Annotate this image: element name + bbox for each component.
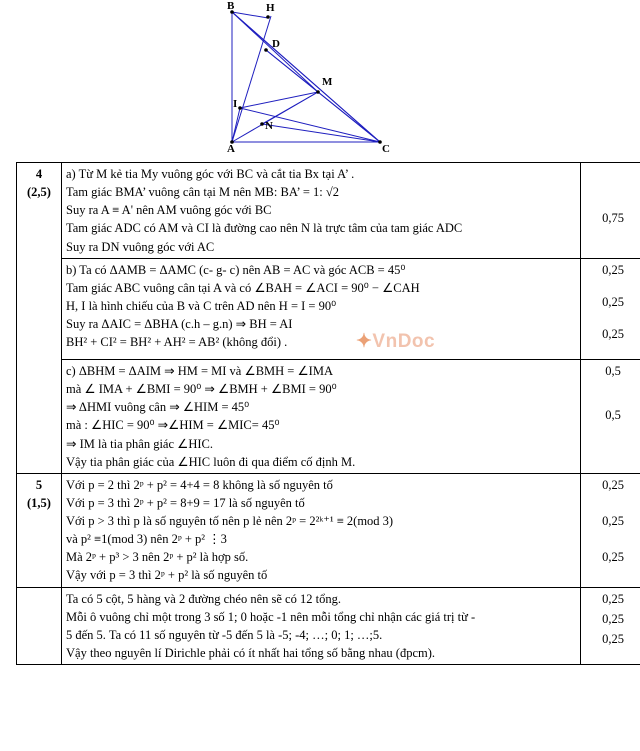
answer-line: b) Ta có ΔAMB = ΔAMC (c- g- c) nên AB = AC và góc ACB = 45⁰ [66,262,406,277]
score-value: 0,25 [602,326,624,341]
answer-line: mà ∠ IMA + ∠BMI = 90⁰ ⇒ ∠BMH + ∠BMI = 90⁰ [66,382,337,397]
figure-point-label-H: H [266,2,275,14]
answer-line: ⇒ ΔHMI vuông cân ⇒ ∠HIM = 45⁰ [66,400,250,415]
answer-line: ⇒ IM là tia phân giác ∠HIC. [66,436,213,451]
score-value: 0,25 [602,513,624,528]
table-row [17,360,640,474]
question-number-cell [17,473,62,587]
question-number: 5 [35,477,43,492]
answer-line: BH² + CI² = BH² + AH² = AB² (không đổi) . [66,335,288,350]
score-value: 0,25 [602,631,624,646]
score-value: 0,25 [602,294,624,309]
score-cell-4c [581,360,640,474]
answer-line: Vậy tia phân giác của ∠HIC luôn đi qua điểm cố định M. [66,454,356,469]
watermark-text: VnDoc [372,331,436,352]
answer-body-4c [62,360,581,474]
question-number-cell [17,163,62,474]
answer-line: Suy ra ΔAIC = ΔBHA (c.h – g.n) ⇒ BH = AI [66,317,293,331]
answer-line: Suy ra DN vuông góc với AC [66,239,215,254]
score-value: 0,5 [605,408,621,423]
answer-body-6 [62,587,581,665]
marking-scheme-table [16,162,640,665]
figure-point-label-D: D [272,38,280,50]
score-cell-4b [581,258,640,359]
score-value: 0,5 [605,364,621,378]
figure-point-label-A: A [227,143,235,155]
answer-line: Mà 2ᵖ + p³ > 3 nên 2ᵖ + p² là hợp số. [66,550,249,565]
answer-line: Tam giác ADC có AM và CI là đường cao nên N là trực tâm của tam giác ADC [66,221,463,236]
figure-point-label-I: I [233,98,238,110]
answer-line: Với p > 3 thì p là số nguyên tố nên p lẻ nên 2ᵖ = 2²ᵏ⁺¹ ≡ 2(mod 3) [66,514,394,528]
answer-line: và p² ≡1(mod 3) nên 2ᵖ + p² ⋮3 [66,532,227,547]
question-number: 4 [35,167,43,181]
answer-line: Với p = 3 thì 2ᵖ + p² = 8+9 = 17 là số nguyên tố [66,495,305,510]
answer-body-4b [62,258,581,359]
answer-body-5 [62,473,581,587]
answer-line: H, I là hình chiếu của B và C trên AD nên H = I = 90⁰ [66,298,337,313]
score-cell-5 [581,473,640,587]
figure-point-label-C: C [382,143,390,155]
answer-line: Tam giác ABC vuông cân tại A và có ∠BAH = ∠ACI = 90⁰ − ∠CAH [66,280,420,295]
answer-line: Suy ra A ≡ A' nên AM vuông góc với BC [66,203,272,218]
answer-line: Mỗi ô vuông chỉ một trong 3 số 1; 0 hoặc -1 nên mỗi tổng chỉ nhận các giá trị từ - [66,609,476,624]
score-value: 0,25 [602,477,624,492]
question-total-score: (2,5) [27,185,51,200]
score-value: 0,25 [602,611,624,626]
geometry-figure [0,0,640,162]
watermark-dot: ✦ [356,331,373,352]
question-number-cell-empty [17,587,62,665]
answer-line: Vậy theo nguyên lí Dirichle phải có ít nhất hai tổng số bằng nhau (đpcm). [66,645,436,660]
score-value: 0,25 [602,591,624,606]
score-cell-4a [581,163,640,259]
question-total-score: (1,5) [27,495,51,510]
table-row [17,163,640,259]
figure-point-label-B: B [227,0,235,12]
geometry-figure-svg [0,0,640,162]
table-row [17,587,640,665]
answer-line: Ta có 5 cột, 5 hàng và 2 đường chéo nên sẽ có 12 tổng. [66,591,341,606]
answer-line: c) ΔBHM = ΔAIM ⇒ HM = MI và ∠BMH = ∠IMA [66,364,333,378]
table-row [17,473,640,587]
table-row [17,258,640,359]
figure-point-label-N: N [265,120,273,132]
answer-line: Tam giác BMA’ vuông cân tại M nên MB: BA’ = 1: √2 [66,185,339,200]
answer-line: Vậy với p = 3 thì 2ᵖ + p² là số nguyên tố [66,568,268,583]
answer-line: Với p = 2 thì 2ᵖ + p² = 4+4 = 8 không là số nguyên tố [66,477,333,492]
answer-line: a) Từ M kẻ tia My vuông góc với BC và cắt tia Bx tại A’ . [66,167,355,181]
answer-body-4a [62,163,581,259]
score-value: 0,75 [602,211,624,225]
score-value: 0,25 [602,262,624,277]
answer-line: mà : ∠HIC = 90⁰ ⇒∠HIM = ∠MIC= 45⁰ [66,418,280,433]
score-cell-6 [581,587,640,665]
score-value: 0,25 [602,550,624,564]
figure-point-label-M: M [322,76,333,88]
answer-line: 5 đến 5. Ta có 11 số nguyên từ -5 đến 5 là -5; -4; …; 0; 1; …;5. [66,627,383,642]
